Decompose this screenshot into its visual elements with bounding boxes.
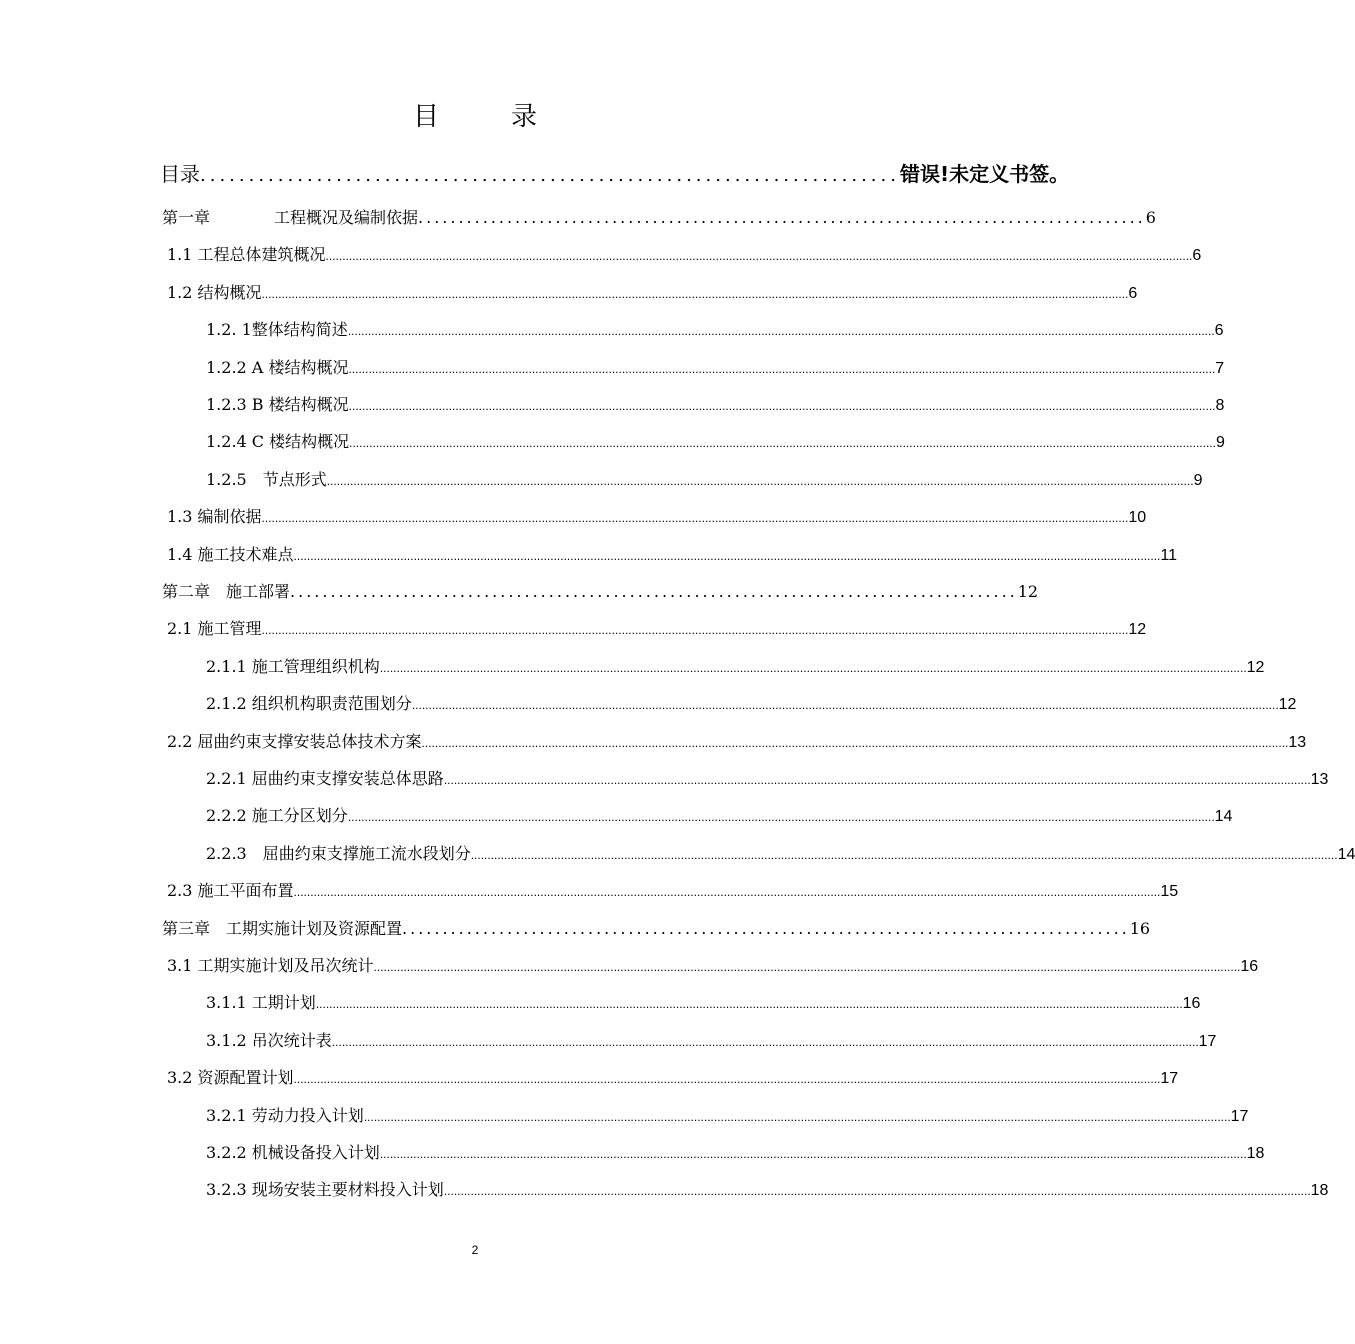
toc-section-row[interactable] [167, 1065, 1179, 1088]
toc-entry-label: 1.2.2 A 楼结构概况 [206, 358, 349, 377]
toc-leader-dots: .................................................................................................................................................................................................................................................................... [293, 885, 1161, 899]
toc-entry-label: 3.2 资源配置计划 [167, 1068, 294, 1087]
toc-leader-dots: .................................................................................................................................................................................................................................................................... [293, 1072, 1161, 1086]
toc-entry-page: 12 [1278, 696, 1297, 713]
toc-leader-dots: .................................................................................................................................................................................................................................................................... [331, 1035, 1199, 1049]
toc-entry-label: 1.2.3 B 楼结构概况 [206, 395, 349, 414]
toc-entry-label: 第一章 工程概况及编制依据 [162, 208, 419, 227]
toc-entry-page: 12 [1128, 621, 1147, 638]
toc-section-row[interactable] [206, 691, 1297, 714]
toc-leader-dots: .................................................................................................................................................................................................................................................................... [379, 661, 1247, 675]
toc-section-row[interactable] [167, 504, 1147, 527]
toc-leader-dots: .................................................................................................................................................................................................................................................................... [349, 436, 1216, 450]
toc-leader-dots: .......................................................................................... [290, 582, 1018, 601]
toc-section-row[interactable] [206, 990, 1201, 1013]
toc-leader-dots: .................................................................................................................................................................................................................................................................... [293, 549, 1161, 563]
toc-chapter-row[interactable] [162, 579, 1039, 602]
toc-leader-dots: .................................................................................................................................................................................................................................................................... [348, 399, 1216, 413]
toc-entry-label: 1.1 工程总体建筑概况 [167, 245, 326, 264]
toc-chapter-row[interactable] [162, 205, 1156, 228]
toc-entry-page: 18 [1246, 1145, 1265, 1162]
toc-entry-page: 14 [1337, 846, 1355, 863]
toc-entry-label: 3.1 工期实施计划及吊次统计 [167, 956, 374, 975]
toc-section-row[interactable] [167, 242, 1202, 265]
toc-section-row[interactable] [206, 1028, 1217, 1051]
toc-section-row[interactable] [206, 317, 1224, 340]
toc-chapter-row[interactable] [162, 916, 1151, 939]
toc-entry-label: 2.1.2 组织机构职责范围划分 [206, 694, 412, 713]
toc-entry-page: 11 [1160, 547, 1177, 564]
toc-section-row[interactable] [206, 766, 1329, 789]
toc-leader-dots: .................................................................................................................................................................................................................................................................... [261, 623, 1129, 637]
toc-entry-page: 6 [1192, 247, 1202, 264]
toc-leader-dots: .................................................................................................................................................................................................................................................................... [470, 848, 1338, 862]
toc-entry-label: 1.2. 1整体结构简述 [206, 320, 348, 339]
toc-entry-page: 16 [1182, 995, 1201, 1012]
toc-leader-dots: .................................................................................................................................................................................................................................................................... [379, 1147, 1247, 1161]
toc-leader-dots: .................................................................................................................................................................................................................................................................... [261, 511, 1129, 525]
toc-entry-label: 第三章 工期实施计划及资源配置 [162, 919, 403, 938]
toc-section-row[interactable] [167, 280, 1138, 303]
toc-entry-page: 12 [1246, 659, 1265, 676]
title-char-left: 目 [412, 102, 439, 132]
toc-entry-page: 12 [1017, 582, 1039, 601]
page-number: 2 [471, 1243, 479, 1257]
toc-leader-dots: .......................................................................................... [402, 919, 1130, 938]
toc-header-row[interactable] [160, 158, 1070, 187]
toc-leader-dots: .................................................................................................................................................................................................................................................................... [347, 324, 1215, 338]
toc-section-row[interactable] [167, 542, 1177, 565]
toc-section-row[interactable] [206, 392, 1225, 415]
toc-entry-page: 14 [1214, 808, 1233, 825]
toc-entry-page: 18 [1310, 1182, 1329, 1199]
toc-entry-page: 17 [1230, 1108, 1249, 1125]
toc-entry-label: 2.1 施工管理 [167, 619, 262, 638]
toc-entry-label: 1.2.4 C 楼结构概况 [206, 432, 350, 451]
toc-entry-page: 10 [1128, 509, 1147, 526]
toc-entry-label: 1.2 结构概况 [167, 283, 262, 302]
toc-section-row[interactable] [206, 355, 1225, 378]
title-char-right: 录 [511, 102, 538, 132]
toc-entry-label: 第二章 施工部署 [162, 582, 291, 601]
toc-entry-page: 16 [1129, 919, 1151, 938]
toc-section-row[interactable] [167, 616, 1147, 639]
toc-leader-dots: .................................................................................................................................................................................................................................................................... [443, 1184, 1311, 1198]
toc-leader-dots: .................................................................................................................................................................................................................................................................... [363, 1110, 1231, 1124]
toc-section-row[interactable] [167, 953, 1259, 976]
toc-entry-label: 2.2.3 屈曲约束支撑施工流水段划分 [206, 844, 471, 863]
toc-leader-dots: .................................................................................................................................................................................................................................................................... [315, 997, 1183, 1011]
toc-section-row[interactable] [206, 1177, 1329, 1200]
toc-section-row[interactable] [206, 654, 1265, 677]
toc-entry-label: 2.2.2 施工分区划分 [206, 806, 348, 825]
toc-leader-dots: .................................................................................................................................................................................................................................................................... [347, 810, 1215, 824]
toc-leader-dots: .................................................................................................................................................................................................................................................................... [261, 287, 1129, 301]
toc-header-page: 错误!未定义书签。 [899, 162, 1070, 186]
toc-leader-dots: .................................................................................................................................................................................................................................................................... [326, 474, 1194, 488]
toc-entry-label: 3.2.1 劳动力投入计划 [206, 1106, 364, 1125]
toc-section-row[interactable] [206, 1103, 1249, 1126]
toc-entry-label: 3.2.3 现场安装主要材料投入计划 [206, 1180, 444, 1199]
toc-entry-page: 8 [1215, 397, 1225, 414]
toc-entry-label: 2.2 屈曲约束支撑安装总体技术方案 [167, 732, 422, 751]
toc-entry-page: 6 [1128, 285, 1138, 302]
toc-entry-page: 15 [1160, 883, 1179, 900]
toc-entry-label: 2.3 施工平面布置 [167, 881, 294, 900]
toc-leader-dots: .................................................................................................................................................................................................................................................................... [325, 249, 1193, 263]
toc-entry-page: 9 [1215, 434, 1225, 451]
toc-entry-label: 1.4 施工技术难点 [167, 545, 294, 564]
toc-entry-label: 3.1.2 吊次统计表 [206, 1031, 332, 1050]
toc-header-label: 目录 [160, 162, 200, 186]
page-title [0, 96, 950, 133]
toc-entry-label: 2.2.1 屈曲约束支撑安装总体思路 [206, 769, 444, 788]
toc-leader-dots: .................................................................................................................................................................................................................................................................... [411, 698, 1279, 712]
toc-section-row[interactable] [206, 1140, 1265, 1163]
toc-section-row[interactable] [206, 803, 1233, 826]
toc-section-row[interactable] [206, 467, 1203, 490]
toc-entry-page: 9 [1193, 472, 1203, 489]
toc-leader-dots: .................................................................................................................................................................................................................................................................... [443, 773, 1311, 787]
toc-entry-page: 16 [1240, 958, 1259, 975]
toc-section-row[interactable] [206, 429, 1225, 452]
toc-section-row[interactable] [167, 878, 1179, 901]
toc-entry-page: 7 [1215, 360, 1225, 377]
toc-entry-label: 1.2.5 节点形式 [206, 470, 327, 489]
toc-leader-dots: .................................................................................................................................................................................................................................................................... [421, 736, 1289, 750]
toc-entry-label: 3.1.1 工期计划 [206, 993, 316, 1012]
toc-leader-dots: .......................................................................................... [418, 208, 1146, 227]
toc-entry-page: 13 [1310, 771, 1329, 788]
toc-leader-dots: .................................................................................................................................................................................................................................................................... [348, 362, 1216, 376]
toc-entry-page: 6 [1145, 208, 1156, 227]
toc-entry-label: 1.3 编制依据 [167, 507, 262, 526]
toc-leader-dots: ........................................................................ [200, 165, 900, 186]
toc-section-row[interactable] [206, 841, 1355, 864]
toc-entry-label: 3.2.2 机械设备投入计划 [206, 1143, 380, 1162]
toc-entry-page: 6 [1214, 322, 1224, 339]
toc-entry-page: 17 [1198, 1033, 1217, 1050]
toc-entry-page: 13 [1288, 734, 1307, 751]
toc-entry-page: 17 [1160, 1070, 1179, 1087]
toc-section-row[interactable] [167, 729, 1307, 752]
toc-entry-label: 2.1.1 施工管理组织机构 [206, 657, 380, 676]
toc-leader-dots: .................................................................................................................................................................................................................................................................... [373, 960, 1241, 974]
